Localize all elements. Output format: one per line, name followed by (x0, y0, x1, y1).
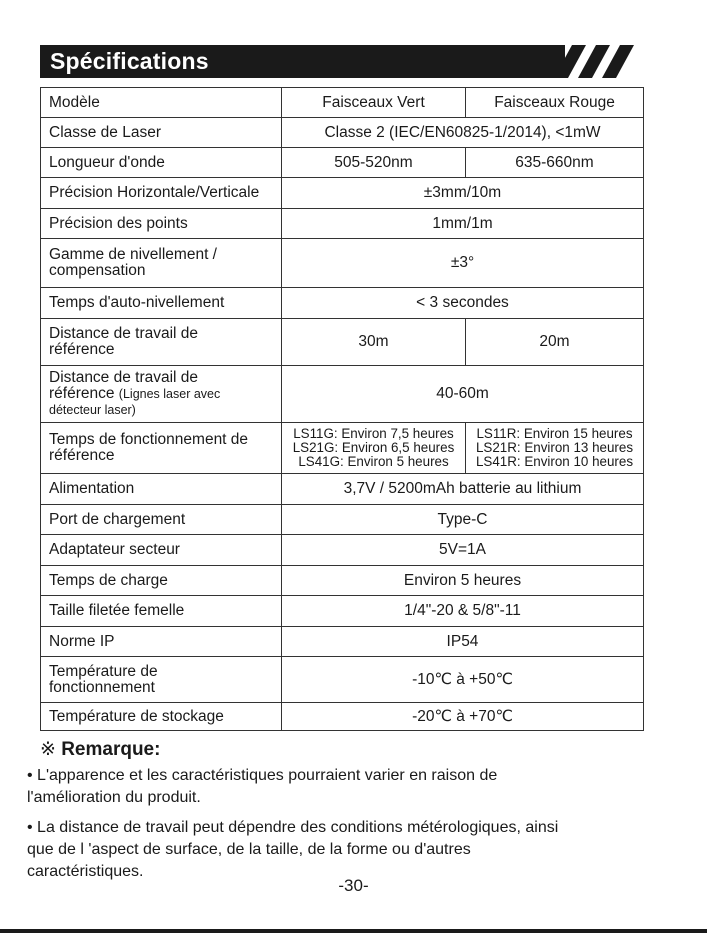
spec-value: Classe 2 (IEC/EN60825-1/2014), <1mW (282, 118, 644, 148)
table-row (41, 148, 644, 178)
spec-value: 40-60m (282, 366, 644, 423)
table-row (41, 474, 644, 505)
note-line: que de l 'aspect de surface, de la taille, de la forme ou d'autres (27, 841, 471, 858)
spec-value-red: Faisceaux Rouge (466, 88, 644, 118)
note-line: l'amélioration du produit. (27, 789, 201, 806)
table-row (41, 566, 644, 596)
spec-value-green (282, 423, 466, 474)
table-row (41, 319, 644, 366)
spec-label-line: Distance de travail de (49, 369, 199, 386)
spec-label (41, 423, 282, 474)
spec-label: Longueur d'onde (41, 148, 282, 178)
spec-value: 5V=1A (282, 535, 644, 566)
spec-value: ±3° (282, 239, 644, 288)
spec-label-line: Temps de fonctionnement de (49, 431, 249, 448)
spec-label: Précision Horizontale/Verticale (41, 178, 282, 209)
spec-label: Modèle (41, 88, 282, 118)
table-row (41, 178, 644, 209)
spec-value: -10℃ à +50℃ (282, 657, 644, 703)
specifications-table (40, 87, 644, 731)
spec-label-line: Distance de travail de (49, 325, 199, 342)
spec-label-line: référence (49, 341, 115, 358)
spec-label-note: (Lignes laser avec (118, 387, 221, 401)
spec-label: Précision des points (41, 209, 282, 239)
spec-label: Alimentation (41, 474, 282, 505)
spec-label-line: Gamme de nivellement / (49, 246, 217, 263)
run-time-line: LS41R: Environ 10 heures (475, 454, 634, 470)
spec-label (41, 239, 282, 288)
spec-value-green: Faisceaux Vert (282, 88, 466, 118)
note-line: • La distance de travail peut dépendre des conditions métérologiques, ainsi (27, 819, 559, 836)
table-row (41, 423, 644, 474)
spec-value-green: 505-520nm (282, 148, 466, 178)
spec-label-line: fonctionnement (49, 678, 155, 696)
spec-label: Classe de Laser (41, 118, 282, 148)
spec-value: Environ 5 heures (282, 566, 644, 596)
spec-value-green: 30m (282, 319, 466, 366)
run-time-line: LS11R: Environ 15 heures (476, 425, 633, 441)
spec-value: 3,7V / 5200mAh batterie au lithium (282, 474, 644, 505)
note-line: • L'apparence et les caractéristiques pourraient varier en raison de (27, 767, 498, 784)
remark-note-2 (27, 817, 667, 883)
spec-value: 1mm/1m (282, 209, 644, 239)
reference-mark-icon: ※ (40, 739, 56, 760)
page-title: Spécifications (50, 48, 209, 74)
spec-label (41, 657, 282, 703)
spec-label-line: Température de (49, 662, 158, 680)
spec-label: Adaptateur secteur (41, 535, 282, 566)
remark-title (40, 738, 160, 761)
table-row (41, 627, 644, 657)
remark-title-text: Remarque: (61, 739, 161, 760)
spec-label: Temps de charge (41, 566, 282, 596)
table-row (41, 366, 644, 423)
footer-divider (0, 929, 707, 933)
table-row (41, 505, 644, 535)
spec-label-note: détecteur laser) (49, 403, 136, 417)
spec-value: ±3mm/10m (282, 178, 644, 209)
slash-decoration-icon (548, 45, 638, 78)
spec-value-red: 20m (466, 319, 644, 366)
run-time-line: LS41G: Environ 5 heures (298, 454, 449, 470)
spec-label: Port de chargement (41, 505, 282, 535)
table-row (41, 288, 644, 319)
spec-label (41, 319, 282, 366)
table-row (41, 596, 644, 627)
spec-label: Norme IP (41, 627, 282, 657)
table-row (41, 657, 644, 703)
run-time-line: LS21G: Environ 6,5 heures (292, 439, 455, 455)
table-row (41, 239, 644, 288)
spec-value-red: 635-660nm (466, 148, 644, 178)
spec-value: -20℃ à +70℃ (282, 703, 644, 731)
run-time-line: LS21R: Environ 13 heures (475, 439, 634, 455)
spec-label: Taille filetée femelle (41, 596, 282, 627)
spec-label-line: compensation (49, 262, 146, 279)
table-row (41, 88, 644, 118)
spec-label (41, 366, 282, 423)
run-time-line: LS11G: Environ 7,5 heures (293, 425, 454, 441)
spec-label-line: référence (49, 447, 115, 464)
note-line: caractéristiques. (27, 863, 144, 880)
table-row (41, 703, 644, 731)
table-row (41, 209, 644, 239)
remark-note-1 (27, 765, 667, 809)
table-row (41, 535, 644, 566)
spec-value: IP54 (282, 627, 644, 657)
table-row (41, 118, 644, 148)
spec-value: 1/4"-20 & 5/8"-11 (282, 596, 644, 627)
spec-label: Température de stockage (41, 703, 282, 731)
page-number: -30- (338, 876, 369, 895)
spec-value-red (466, 423, 644, 474)
spec-label-line: référence (49, 385, 115, 402)
spec-value: Type-C (282, 505, 644, 535)
spec-label: Temps d'auto-nivellement (41, 288, 282, 319)
spec-value: < 3 secondes (282, 288, 644, 319)
